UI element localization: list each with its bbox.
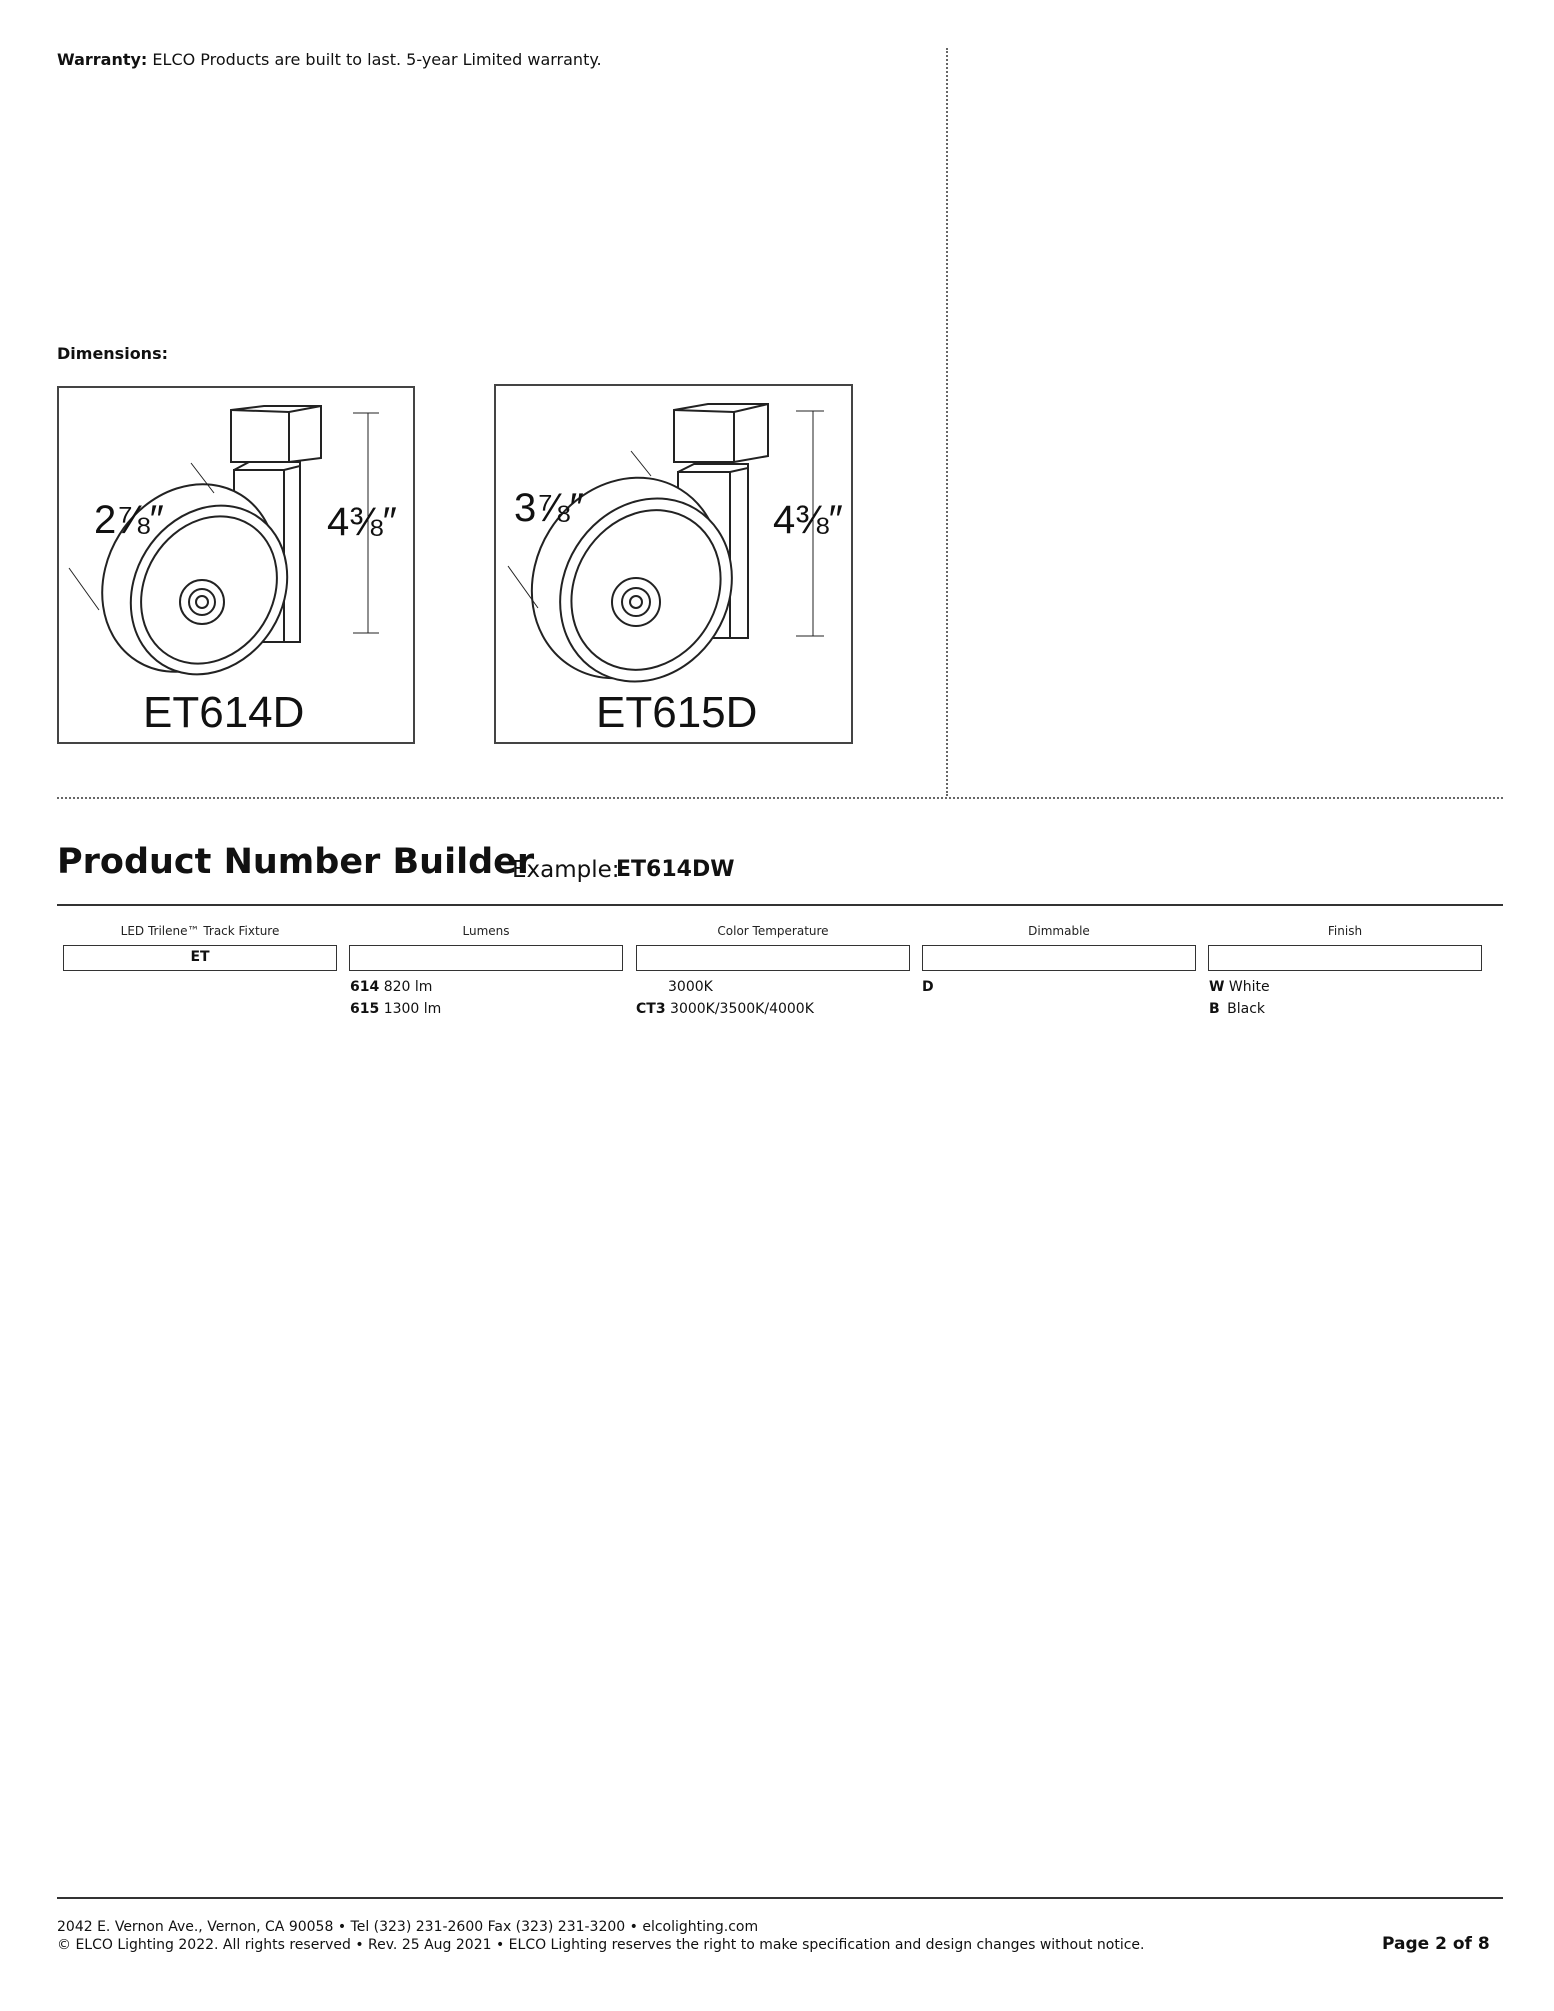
footer-copyright: © ELCO Lighting 2022. All rights reserved • Rev. 25 Aug 2021 • ELCO Lighting reserves the right to make specification and design changes without notice. xyxy=(57,1937,1145,1953)
builder-title: Product Number Builder xyxy=(57,842,535,882)
finish-code-box xyxy=(1208,945,1482,971)
finish-option-desc: Black xyxy=(1227,1001,1266,1017)
fixture-code-box: ET xyxy=(63,945,337,971)
footer-address: 2042 E. Vernon Ave., Vernon, CA 90058 • Tel (323) 231-2600 Fax (323) 231-3200 • elcolighting.com xyxy=(57,1919,759,1935)
builder-rule xyxy=(57,904,1503,906)
finish-option xyxy=(1209,1001,1265,1017)
et614d-width-dimension: 2⅞″ xyxy=(94,498,164,542)
et614d-model-label: ET614D xyxy=(143,688,305,737)
et615d-model-label: ET615D xyxy=(596,688,758,737)
warranty-text xyxy=(57,50,602,69)
column-header-dimmable: Dimmable xyxy=(1028,924,1090,938)
lumens-option-desc: 820 lm xyxy=(383,979,433,995)
lumens-option xyxy=(350,1001,441,1017)
finish-option-code: B xyxy=(1209,1001,1220,1017)
dimension-figure-et614d xyxy=(57,386,415,744)
et614d-height-dimension: 4⅜″ xyxy=(327,500,397,544)
finish-option-code: W xyxy=(1209,979,1225,995)
footer-rule xyxy=(57,1897,1503,1899)
et615d-height-dimension: 4⅜″ xyxy=(773,498,843,542)
color-temperature-code-box xyxy=(636,945,910,971)
color-temperature-option-desc: 3000K/3500K/4000K xyxy=(670,1001,814,1017)
lumens-option-desc: 1300 lm xyxy=(383,1001,442,1017)
warranty-body: ELCO Products are built to last. 5-year Limited warranty. xyxy=(152,50,602,69)
page-number: Page 2 of 8 xyxy=(1382,1934,1490,1954)
color-temperature-option xyxy=(636,979,713,995)
vertical-divider xyxy=(946,48,948,796)
column-header-lumens: Lumens xyxy=(462,924,510,938)
builder-example-label: Example: xyxy=(512,857,620,883)
lumens-option-code: 615 xyxy=(350,1001,380,1017)
finish-option xyxy=(1209,979,1270,995)
dimension-figure-et615d xyxy=(494,384,853,744)
dimmable-code-box xyxy=(922,945,1196,971)
dimensions-label: Dimensions: xyxy=(57,344,168,363)
dimmable-option-code: D xyxy=(922,979,934,995)
color-temperature-option-code: CT3 xyxy=(636,1001,666,1017)
warranty-label: Warranty: xyxy=(57,50,148,69)
lumens-code-box xyxy=(349,945,623,971)
color-temperature-option-desc: 3000K xyxy=(668,979,713,995)
lumens-option-code: 614 xyxy=(350,979,380,995)
column-header-fixture: LED Trilene™ Track Fixture xyxy=(120,924,280,938)
column-header-color-temperature: Color Temperature xyxy=(717,924,829,938)
lumens-option xyxy=(350,979,432,995)
dimmable-option xyxy=(922,979,934,995)
et615d-width-dimension: 3⅞″ xyxy=(514,486,584,530)
builder-example-value: ET614DW xyxy=(616,857,735,882)
finish-option-desc: White xyxy=(1228,979,1270,995)
section-divider xyxy=(57,797,1503,799)
column-header-finish: Finish xyxy=(1327,924,1363,938)
color-temperature-option xyxy=(636,1001,814,1017)
